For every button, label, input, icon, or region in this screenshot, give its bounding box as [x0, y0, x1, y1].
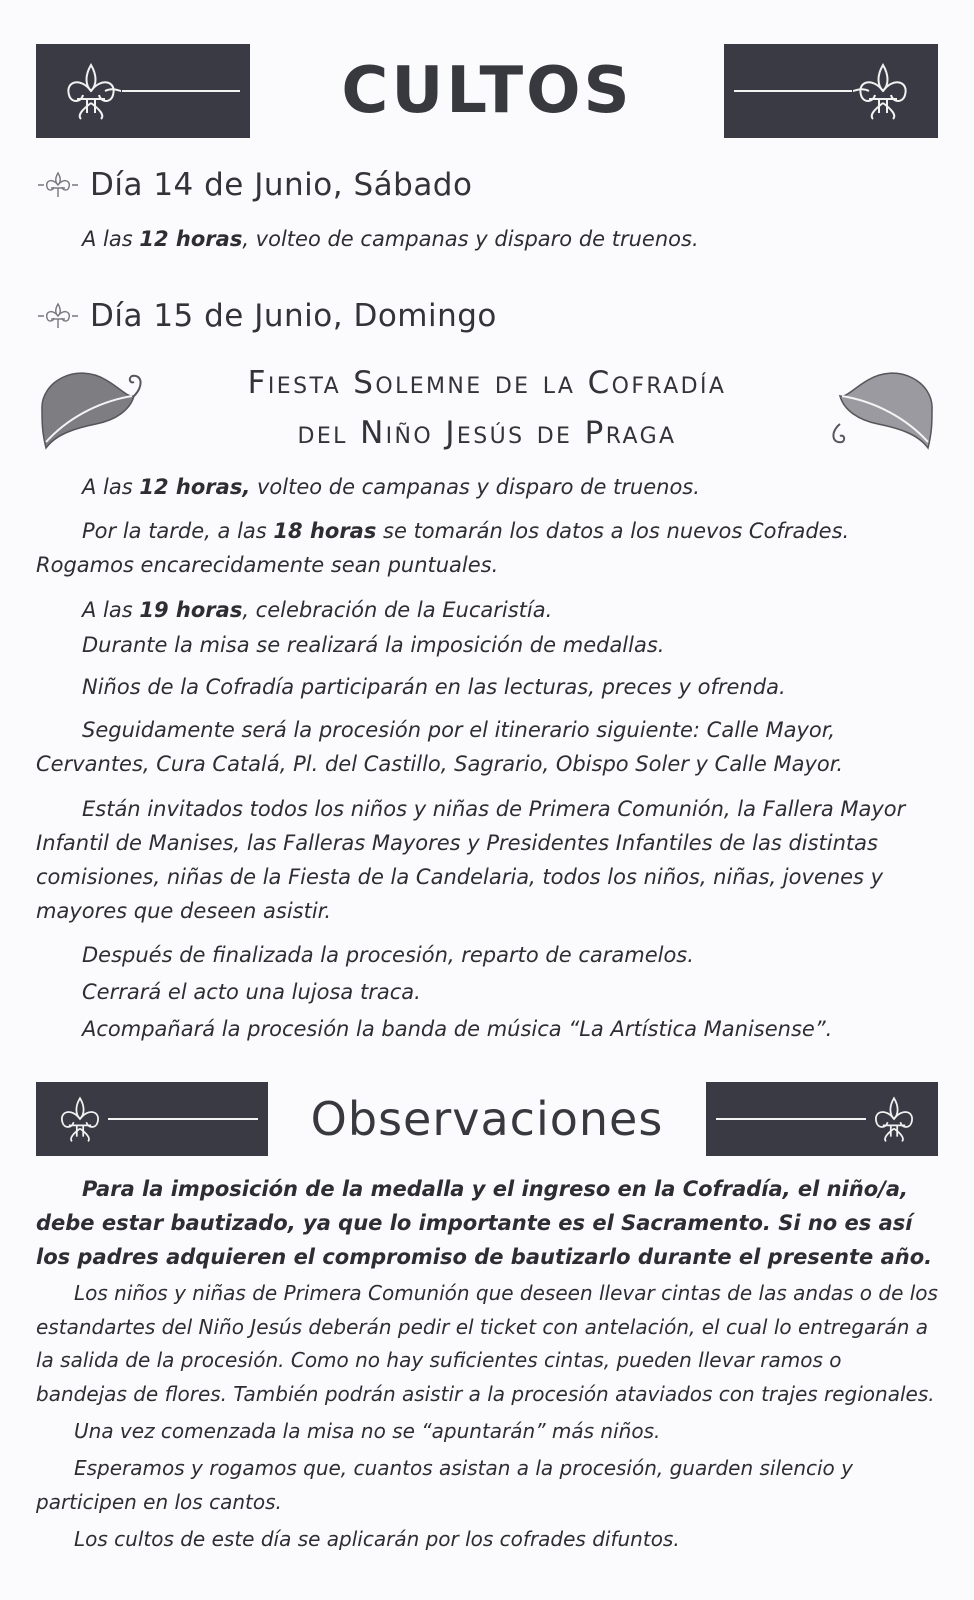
fiesta-title-line-1: Fiesta Solemne de la Cofradía [247, 365, 727, 401]
fiesta-title-line-2: del Niño Jesús de Praga [297, 415, 677, 451]
observaciones-paragraph-4: Esperamos y rogamos que, cuantos asistan a la procesión, guarden silencio y participen en los cantos. [36, 1456, 853, 1514]
fleur-de-lis-ornament-icon [36, 1082, 268, 1156]
fiesta-title [152, 358, 822, 458]
day-15-paragraph-8: Después de finalizada la procesión, reparto de caramelos. [82, 943, 694, 967]
observaciones-title: Observaciones [310, 1092, 664, 1146]
observaciones-right-box [706, 1082, 938, 1156]
fleur-bullet-icon [36, 170, 80, 200]
day-14-paragraph: A las 12 horas, volteo de campanas y disparo de truenos. [82, 227, 699, 251]
observaciones-left-box [36, 1082, 268, 1156]
header-right-box [724, 44, 938, 138]
fleur-bullet-icon [36, 301, 80, 331]
leaf-ornament-icon [36, 362, 148, 452]
fleur-de-lis-ornament-icon [724, 44, 938, 138]
observaciones-paragraph-1: Para la imposición de la medalla y el ingreso en la Cofradía, el niño/a, debe estar bautizado, ya que lo importante es el Sacramento. Si no es así los padres adquieren el compromiso de bautizarlo durante el presente año. [36, 1177, 933, 1269]
leaf-ornament-icon [826, 362, 938, 452]
cultos-header-band [36, 44, 938, 138]
observaciones-header-band [36, 1082, 938, 1156]
observaciones-paragraph-2: Los niños y niñas de Primera Comunión que deseen llevar cintas de las andas o de los estandartes del Niño Jesús deberán pedir el ticket con antelación, el cual lo entregarán a la salida de la procesión. Como no hay suficientes cintas, pueden llevar ramos o bandejas de flores. También podrán asistir a la procesión ataviados con trajes regionales. [36, 1281, 938, 1406]
day-15-paragraph-7: Están invitados todos los niños y niñas de Primera Comunión, la Fallera Mayor Infantil de Manises, las Falleras Mayores y Presidentes Infantiles de las distintas comisiones, niñas de la Fiesta de la Candelaria, todos los niños, niñas, jovenes y mayores que deseen asistir. [36, 797, 906, 923]
day-15-paragraph-4: Durante la misa se realizará la imposición de medallas. [82, 633, 665, 657]
observaciones-paragraph-3: Una vez comenzada la misa no se “apuntarán” más niños. [74, 1419, 661, 1443]
day-15-paragraph-2: Por la tarde, a las 18 horas se tomarán los datos a los nuevos Cofrades. Rogamos encarecidamente sean puntuales. [36, 519, 850, 577]
day-14-heading: Día 14 de Junio, Sábado [90, 167, 473, 203]
fleur-de-lis-ornament-icon [706, 1082, 938, 1156]
day-15-paragraph-1: A las 12 horas, volteo de campanas y disparo de truenos. [82, 475, 700, 499]
day-15-paragraph-3: A las 19 horas, celebración de la Eucaristía. [82, 598, 553, 622]
page-title: CULTOS [341, 54, 633, 128]
day-15-heading: Día 15 de Junio, Domingo [90, 298, 497, 334]
header-left-box [36, 44, 250, 138]
fiesta-title-block [36, 358, 938, 458]
observaciones-paragraph-5: Los cultos de este día se aplicarán por los cofrades difuntos. [74, 1527, 680, 1551]
day-14-heading-row [36, 165, 472, 205]
day-15-paragraph-5: Niños de la Cofradía participarán en las lecturas, preces y ofrenda. [82, 675, 786, 699]
day-15-paragraph-6: Seguidamente será la procesión por el itinerario siguiente: Calle Mayor, Cervantes, Cura Catalá, Pl. del Castillo, Sagrario, Obispo Soler y Calle Mayor. [36, 718, 844, 776]
fleur-de-lis-ornament-icon [36, 44, 250, 138]
day-15-paragraph-10: Acompañará la procesión la banda de música “La Artística Manisense”. [82, 1017, 833, 1041]
day-15-heading-row [36, 296, 497, 336]
day-15-paragraph-9: Cerrará el acto una lujosa traca. [82, 980, 421, 1004]
